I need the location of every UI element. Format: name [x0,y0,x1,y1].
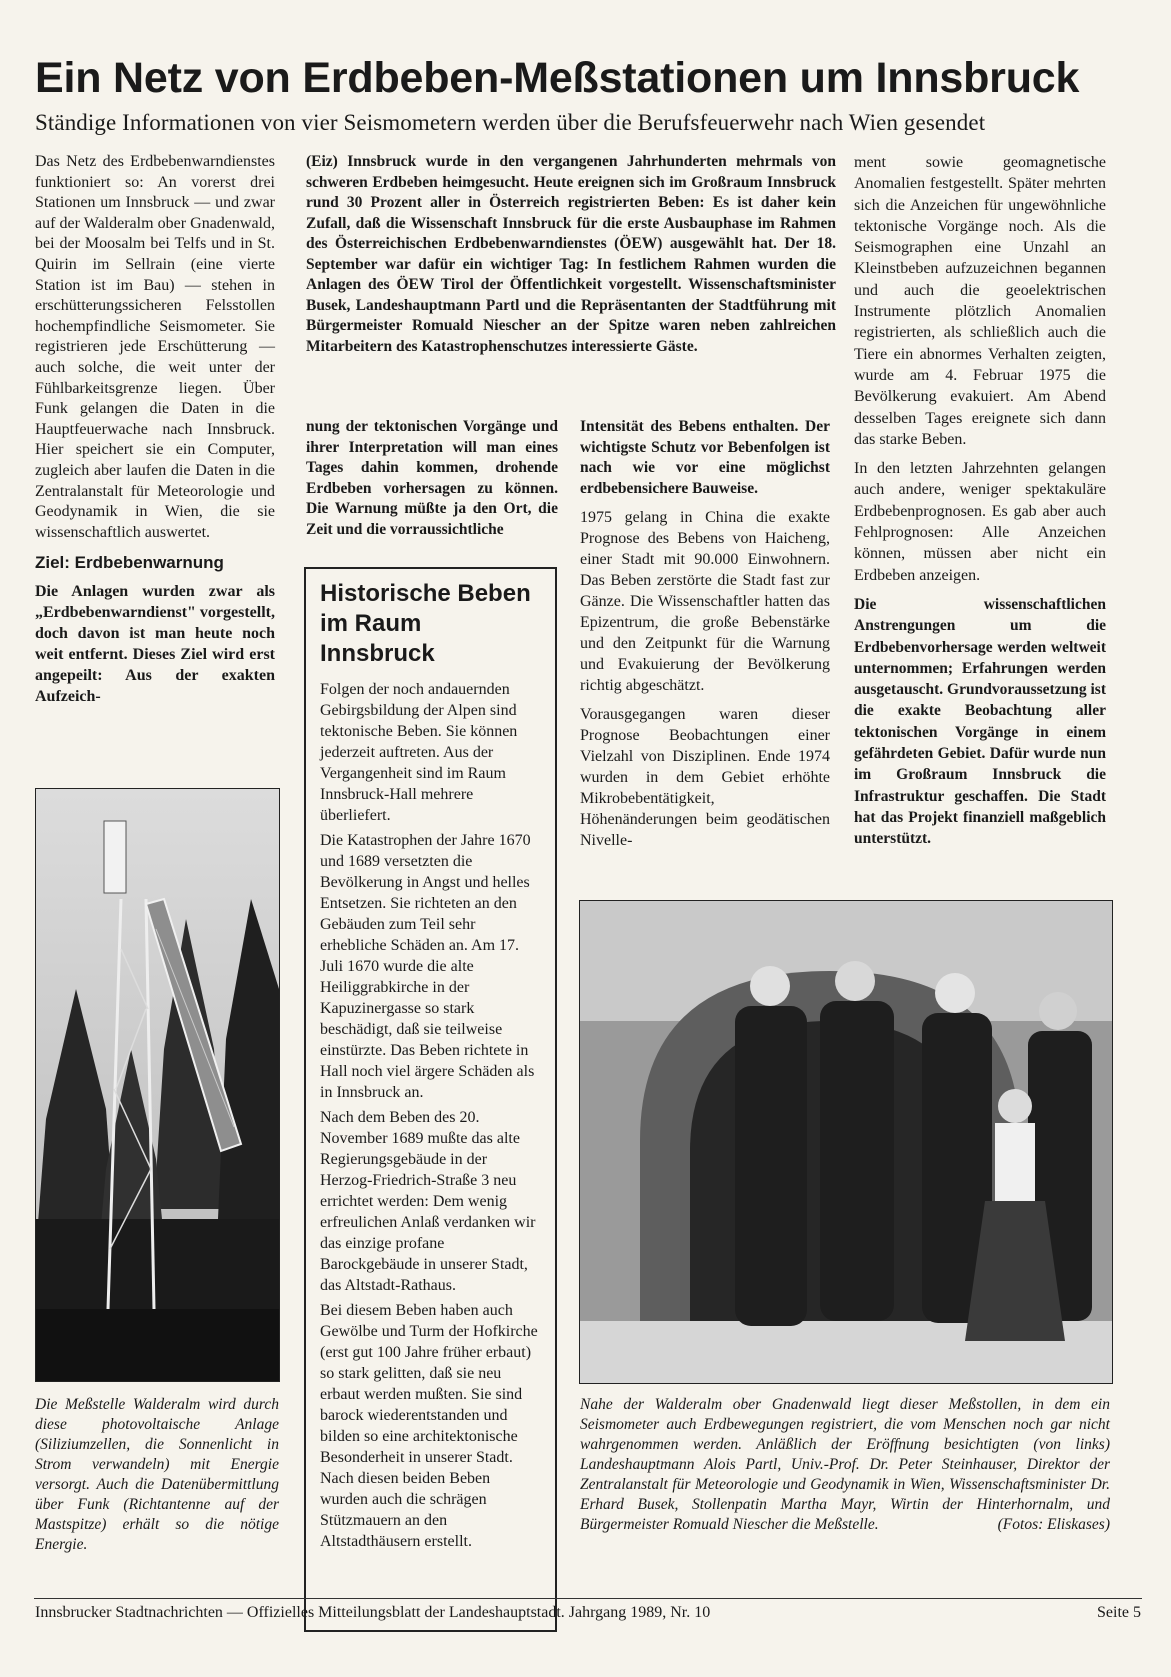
column-3-bold: Intensität des Bebens enthalten. Der wichtigste Schutz vor Bebenfolgen ist nach wie vor eine möglichst erdbebensichere Bauweise. [580,418,830,497]
column-2-continuation: nung der tektonischen Vorgänge und ihrer Interpretation will man eines Tages dahin kommen, drohende Erdbeben vorhersagen zu können. Die Warnung müßte ja den Ort, die Zeit und die vorraussichtliche [306,418,558,538]
lead-paragraph: (Eiz) Innsbruck wurde in den vergangenen Jahrhunderten mehrmals von schweren Erdbeben heimgesucht. Heute ereignen sich im Großraum Innsbruck rund 30 Prozent aller in Österreich registrierten Beben: Es ist daher kein Zufall, daß die Wissenschaft Innsbruck für die erste Ausbauphase im Rahmen des Österreichischen Erdbebenwarndienstes (ÖEW) ausgewählt hat. Der 18. September war dafür ein wichtiger Tag: In festlichem Rahmen wurden die Anlagen des ÖEW Tirol der Öffentlichkeit vorgestellt. Wissenschaftsminister Busek, Landeshauptmann Partl und die Repräsentanten der Stadtführung mit Bürgermeister Romuald Niescher an der Spitze waren neben zahlreichen Mitarbeitern des Katastrophenschutzes interessierte Gäste. [306,153,836,355]
column-4 [854,152,1106,858]
historical-quakes-box [304,567,557,1632]
right-caption-text: Nahe der Walderalm ober Gnadenwald liegt dieser Meßstollen, in dem ein Seismometer auch Erdbewegungen registriert, die vom Menschen noch gar nicht wahrgenommen werden. Anläßlich der Eröffnung besichtigten (von links) Landeshauptmann Alois Partl, Univ.-Prof. Dr. Peter Steinhauser, Direktor der Zentralanstalt für Meteorologie und Geodynamik in Wien, Wissenschaftsminister Dr. Erhard Busek, Stollenpatin Martha Mayr, Wirtin der Hinterhornalm, und Bürgermeister Romuald Niescher die Meßstelle. [580,1396,1110,1533]
box-paragraph: Folgen der noch andauernden Gebirgsbildung der Alpen sind tektonische Beben. Sie können jederzeit auftreten. Aus der Vergangenheit sind im Raum Innsbruck-Hall mehrere überliefert. [320,681,518,824]
tunnel-group-photo [579,900,1113,1384]
section-heading: Ziel: Erdbebenwarnung [35,553,224,573]
footer-rule [34,1598,1142,1599]
subheadline: Ständige Informationen von vier Seismometern werden über die Berufsfeuerwehr nach Wien gesendet [35,110,986,135]
box-paragraph: Bei diesem Beben haben auch Gewölbe und Turm der Hofkirche (erst gut 100 Jahre früher erbaut) so stark gelitten, daß sie neu erbaut werden mußten. Sie sind barock wiederentstanden und bilden so eine architektonische Besonderheit in unserer Stadt. Nach diesen beiden Beben wurden auch die schrägen Stützmauern an den Altstadthäusern erstellt. [320,1302,538,1550]
right-photo-caption [580,1395,1110,1535]
solar-mast-image [36,789,279,1381]
column-1 [35,152,275,715]
left-photo-caption: Die Meßstelle Walderalm wird durch diese photovoltaische Anlage (Siliziumzellen, die Sonnenlicht in Strom verwandeln) mit Energie versorgt. Auch die Datenübermittlung über Funk (Richtantenne auf der Mastspitze) erhält so die nötige Energie. [35,1396,279,1553]
precursor-paragraph: Vorausgegangen waren dieser Prognose Beobachtungen einer Vielzahl von Disziplinen. Ende 1974 wurden in dem Gebiet erhöhte Mikrobebentätigkeit, Höhenänderungen beim geodätischen Nivelle- [580,706,830,849]
box-paragraph: Die Katastrophen der Jahre 1670 und 1689 versetzten die Bevölkerung in Angst und helles Entsetzen. Sie richteten an den Gebäuden zum Teil sehr erhebliche Schäden an. Am 17. Juli 1670 wurde die alte Heiliggrabkirche in der Kapuzinergasse so stark beschädigt, daß sie teilweise einstürzte. Das Beben richtete in Hall noch viel ärgere Schäden als in Innsbruck an. [320,832,535,1101]
box-paragraph: Nach dem Beben des 20. November 1689 mußte das alte Regierungsgebäude in der Herzog-Friedrich-Straße 3 neu errichtet werden: Dem wenig erfreulichen Anlaß verdanken wir das einzige profane Barockgebäude in unserer Stadt, das Altstadt-Rathaus. [320,1109,536,1294]
column-4-paragraph: ment sowie geomagnetische Anomalien festgestellt. Später mehrten sich die Anzeichen für ungewöhnliche tektonische Vorgänge noch. Als die Seismographen eine Unzahl an Kleinstbeben aufzuzeichnen begannen und auch die geoelektrischen Instrumente plötzlich Anomalien registrierten, als schließlich auch die Tiere ein abnormes Verhalten zeigten, wurde am 4. Februar 1975 die Bevölkerung evakuiert. Am Abend desselben Tages ereignete sich dann das starke Beben. [854,154,1106,448]
tunnel-group-image [580,901,1112,1383]
china-paragraph: 1975 gelang in China die exakte Prognose des Bebens von Haicheng, einer Stadt mit 90.000 Einwohnern. Das Beben zerstörte die Stadt fast zur Gänze. Die Wissenschaftler hatten das Epizentrum, die große Bebenstärke und den Zeitpunkt für die Warnung und Evakuierung der Bevölkerung richtig abgeschätzt. [580,509,830,694]
footer-publication: Innsbrucker Stadtnachrichten — Offizielles Mitteilungsblatt der Landeshauptstadt. Jahrgang 1989, Nr. 10 [35,1604,711,1621]
photo-credit: (Fotos: Eliskases) [997,1516,1110,1533]
page-number: Seite 5 [1097,1604,1141,1621]
solar-mast-photo [35,788,280,1382]
headline: Ein Netz von Erdbeben-Meßstationen um Innsbruck [35,54,1080,102]
column-3 [580,417,830,859]
box-title: Historische Beben im Raum Innsbruck [320,580,531,667]
column-4-paragraph: In den letzten Jahrzehnten gelangen auch andere, weniger spektakuläre Erdbebenprognosen. Es gab aber auch Fehlprognosen: Alle Anzeichen können, müssen aber nicht ein Erdbeben anzeigen. [854,460,1106,584]
intro-paragraph: Das Netz des Erdbebenwarndienstes funktioniert so: An vorerst drei Stationen um Innsbruck — und zwar auf der Walderalm ober Gnadenwald, bei der Moosalm bei Telfs und in St. Quirin im Sellrain (eine vierte Station ist im Bau) — stehen in erschütterungssicheren Felsstollen hochempfindliche Seismometer. Sie registrieren jede Erschütterung — auch solche, die weit unter der Fühlbarkeitsgrenze liegen. Über Funk gelangen die Daten in die Hauptfeuerwache nach Innsbruck. Hier speichert sie ein Computer, zugleich aber laufen die Daten in die Zentralanstalt für Meteorologie und Geodynamik in Wien, die sie wissenschaftlich auswertet. [35,153,275,541]
column-4-bold: Die wissenschaftlichen Anstrengungen um die Erdbebenvorhersage werden weltweit unternommen; Erfahrungen werden ausgetauscht. Grundvoraussetzung ist die exakte Beobachtung aller tektonischen Vorgänge in einem gefährdeten Gebiet. Dafür wurde nun im Großraum Innsbruck die Infrastruktur geschaffen. Die Stadt hat das Projekt finanziell maßgeblich unterstützt. [854,595,1106,848]
box-body [320,679,541,1552]
bold-paragraph: Die Anlagen wurden zwar als „Erdbebenwarndienst" vorgestellt, doch davon ist man heute noch weit entfernt. Dieses Ziel wird erst angepeilt: Aus der exakten Aufzeich- [35,583,275,706]
